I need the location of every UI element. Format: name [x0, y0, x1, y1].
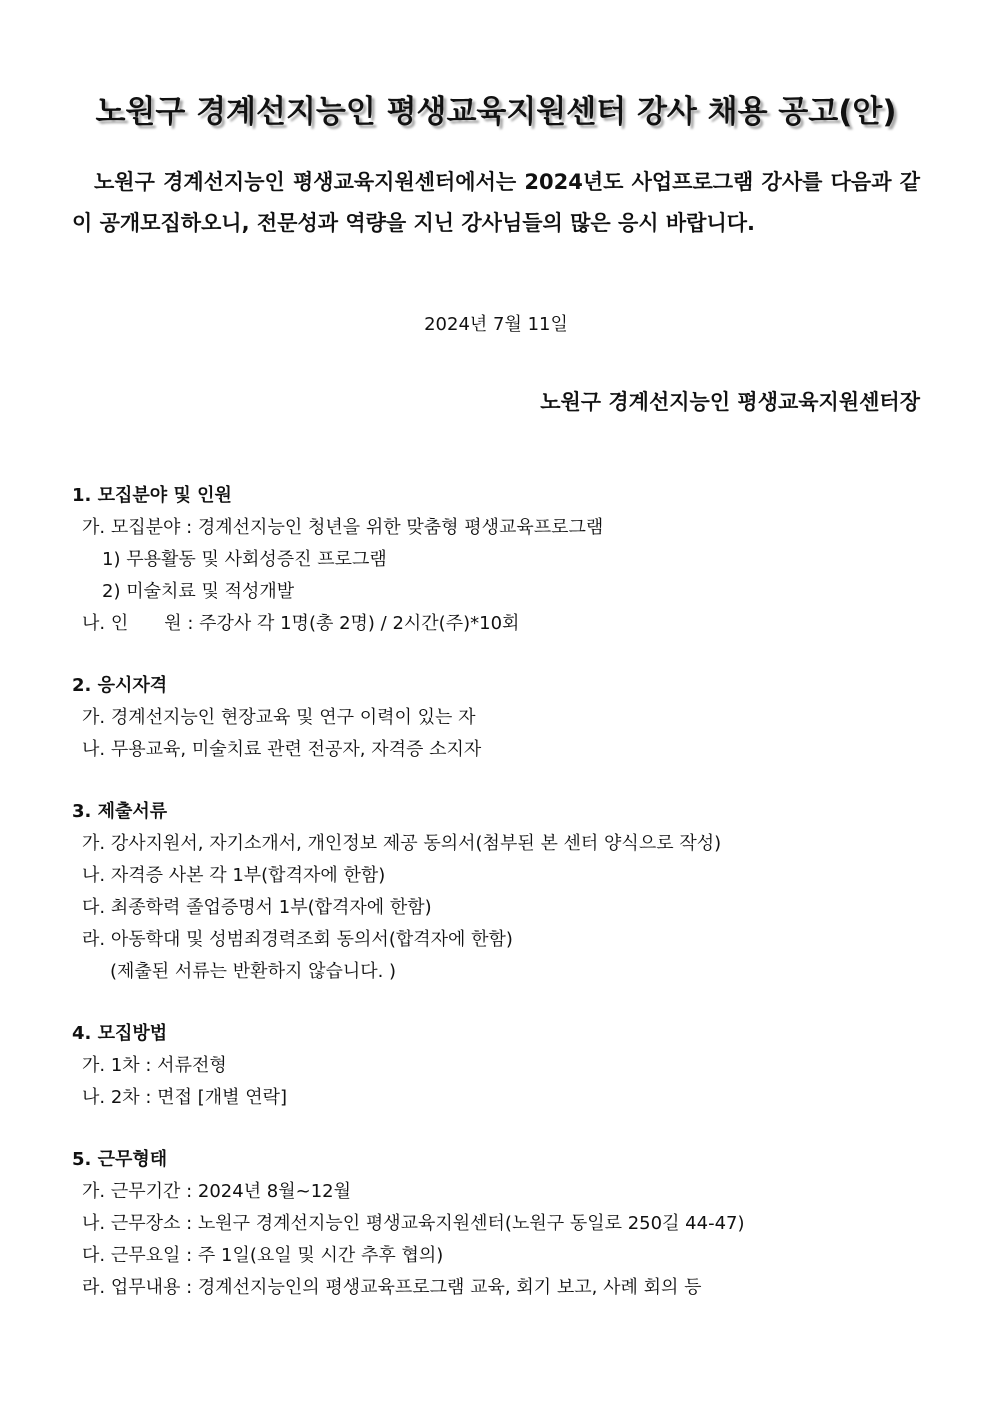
- announcement-date: 2024년 7월 11일: [424, 314, 568, 335]
- section-line: 가. 근무기간 : 2024년 8월~12월: [82, 1181, 352, 1202]
- section-line: 가. 모집분야 : 경계선지능인 청년을 위한 맞춤형 평생교육프로그램: [82, 517, 604, 538]
- section-title: 4. 모집방법: [72, 1023, 168, 1044]
- section-title: 1. 모집분야 및 인원: [72, 485, 232, 506]
- section-work-type: [72, 1144, 932, 1304]
- section-qualification: [72, 670, 932, 766]
- section-line: 가. 강사지원서, 자기소개서, 개인정보 제공 동의서(첨부된 본 센터 양식으로 작성): [82, 833, 722, 854]
- section-line: 나. 무용교육, 미술치료 관련 전공자, 자격증 소지자: [82, 739, 482, 760]
- signer-name: 노원구 경계선지능인 평생교육지원센터장: [540, 390, 920, 414]
- section-line: 나. 2차 : 면접 [개별 연락]: [82, 1087, 287, 1108]
- section-line: (제출된 서류는 반환하지 않습니다. ): [110, 961, 397, 982]
- section-line: 라. 업무내용 : 경계선지능인의 평생교육프로그램 교육, 회기 보고, 사례 회의 등: [82, 1277, 702, 1298]
- section-line: 다. 최종학력 졸업증명서 1부(합격자에 한함): [82, 897, 432, 918]
- section-line: 가. 1차 : 서류전형: [82, 1055, 227, 1076]
- section-line: 1) 무용활동 및 사회성증진 프로그램: [102, 549, 387, 570]
- section-line: 다. 근무요일 : 주 1일(요일 및 시간 추후 협의): [82, 1245, 444, 1266]
- section-documents: [72, 796, 932, 988]
- section-line: 나. 자격증 사본 각 1부(합격자에 한함): [82, 865, 386, 886]
- section-title: 2. 응시자격: [72, 675, 168, 696]
- document-title: 노원구 경계선지능인 평생교육지원센터 강사 채용 공고(안): [95, 94, 897, 130]
- section-line: 2) 미술치료 및 적성개발: [102, 581, 295, 602]
- section-line: 나. 인 원 : 주강사 각 1명(총 2명) / 2시간(주)*10회: [82, 613, 520, 634]
- intro-paragraph: [72, 162, 920, 244]
- intro-text: 노원구 경계선지능인 평생교육지원센터에서는 2024년도 사업프로그램 강사를 다음과 같이 공개모집하오니, 전문성과 역량을 지닌 강사님들의 많은 응시 바랍니다.: [72, 170, 920, 235]
- section-line: 라. 아동학대 및 성범죄경력조회 동의서(합격자에 한함): [82, 929, 513, 950]
- section-recruitment-field: [72, 480, 932, 640]
- section-line: 가. 경계선지능인 현장교육 및 연구 이력이 있는 자: [82, 707, 476, 728]
- section-method: [72, 1018, 932, 1114]
- section-line: 나. 근무장소 : 노원구 경계선지능인 평생교육지원센터(노원구 동일로 250길 44-47): [82, 1213, 745, 1234]
- section-title: 3. 제출서류: [72, 801, 168, 822]
- sections-list: [72, 480, 932, 1334]
- section-title: 5. 근무형태: [72, 1149, 168, 1170]
